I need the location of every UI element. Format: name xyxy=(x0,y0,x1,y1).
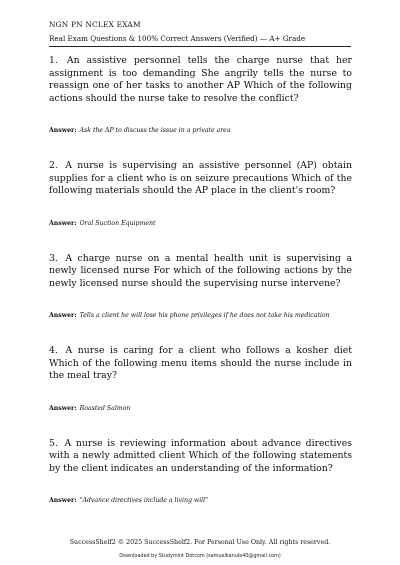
answer-label: Answer: xyxy=(49,497,77,504)
question-number: 3. xyxy=(49,252,58,264)
question-body: An assistive personnel tells the charge nurse that her assignment is too demanding She angrily tells the nurse to reassign one of her tasks to another AP Which of the following actions should the nurse take to resolve the conflict? xyxy=(49,55,352,104)
question-text xyxy=(49,253,352,291)
question-body: A nurse is caring for a client who follows a kosher diet Which of the following menu items should the nurse include in the meal tray? xyxy=(49,345,352,381)
answer-label: Answer: xyxy=(49,127,77,134)
question-list xyxy=(49,55,352,505)
copyright-notice: SuccessShelf2 © 2025 SuccessShelf2. For Personal Use Only. All rights reserved. xyxy=(69,539,331,546)
question-item xyxy=(49,253,352,321)
answer-text: Roasted Salmon xyxy=(79,404,131,412)
question-body: A nurse is reviewing information about advance directives with a newly admitted client Which of the following statements by the client indicates an understanding of the information? xyxy=(49,437,352,474)
answer-text: Ask the AP to discuss the issue in a private area xyxy=(79,127,231,134)
answer-line xyxy=(49,497,352,505)
page-footer xyxy=(0,538,400,560)
answer-label: Answer: xyxy=(49,404,77,412)
question-number: 2. xyxy=(49,160,58,171)
exam-subtitle: Real Exam Questions & 100% Correct Answers (Verified) — A+ Grade xyxy=(49,34,306,43)
header-divider xyxy=(49,46,351,47)
answer-line xyxy=(49,405,352,413)
download-notice: Downloaded by Studymint Dotcom (samuelkanule40@gmail.com) xyxy=(119,553,281,559)
question-text xyxy=(49,55,352,105)
question-body: A nurse is supervising an assistive personnel (AP) obtain supplies for a client who is on seizure precautions Which of the following materials should the AP place in the client's room? xyxy=(49,160,352,196)
question-item xyxy=(49,438,352,506)
question-text xyxy=(49,438,352,476)
question-text xyxy=(49,345,352,383)
answer-label: Answer: xyxy=(49,219,77,227)
exam-title: NGN PN NCLEX EXAM xyxy=(49,20,141,29)
answer-line xyxy=(49,220,352,228)
question-item xyxy=(49,345,352,413)
question-text xyxy=(49,160,352,198)
question-number: 1. xyxy=(49,55,58,66)
question-number: 4. xyxy=(49,345,58,356)
answer-line xyxy=(49,312,352,320)
answer-label: Answer: xyxy=(49,312,77,319)
answer-text: "Advance directives include a living will" xyxy=(79,497,208,504)
answer-text: Oral Suction Equipment xyxy=(79,219,156,227)
question-number: 5. xyxy=(49,437,58,449)
page-header xyxy=(49,20,351,47)
question-item xyxy=(49,55,352,135)
question-item xyxy=(49,160,352,228)
answer-line xyxy=(49,127,352,135)
question-body: A charge nurse on a mental health unit is supervising a newly licensed nurse For which of the following actions by the newly licensed nurse should the supervising nurse intervene? xyxy=(49,252,352,289)
answer-text: Tells a client he will lose his phone privileges if he does not take his medication xyxy=(79,312,330,319)
